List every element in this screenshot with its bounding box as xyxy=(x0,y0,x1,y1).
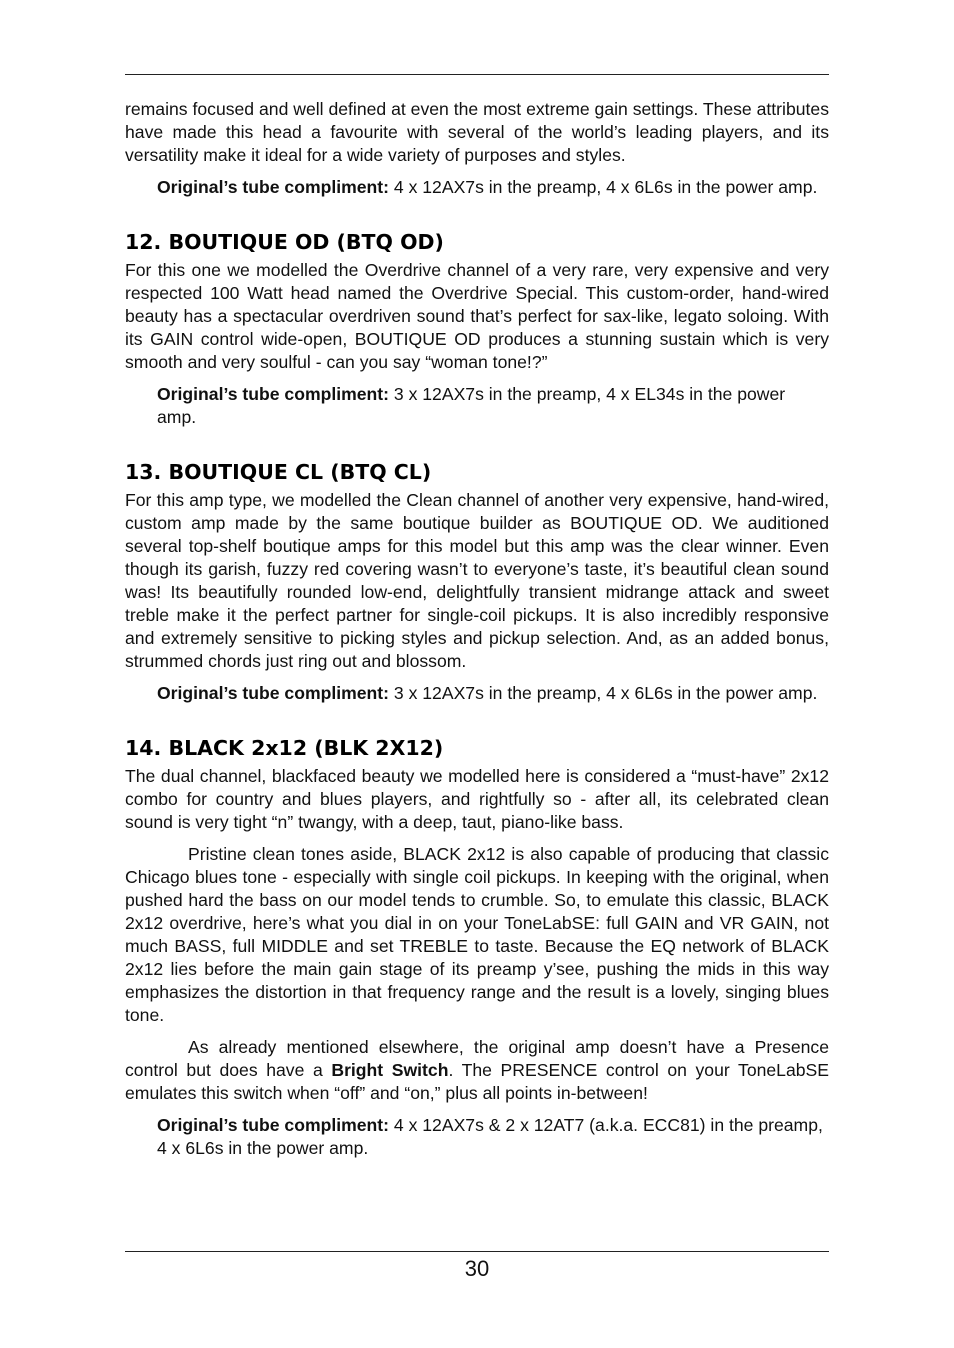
intro-paragraph: remains focused and well defined at even the most extreme gain settings. These attributes have made this head a favourite with several of the world’s leading players, and its versatility make it ideal for a wide variety of purposes and styles. xyxy=(125,99,829,165)
section-heading-13: 13. BOUTIQUE CL (BTQ CL) xyxy=(125,460,432,484)
tube-label: Original’s tube compliment: xyxy=(157,384,390,404)
section-12-tube-note xyxy=(125,383,829,429)
tube-text: 3 x 12AX7s in the preamp, 4 x EL34s in the power amp. xyxy=(157,384,786,427)
section-14-tube-note xyxy=(125,1114,829,1160)
tube-text: 4 x 12AX7s in the preamp, 4 x 6L6s in the power amp. xyxy=(393,177,818,197)
tube-label: Original’s tube compliment: xyxy=(157,683,390,703)
section-heading-12: 12. BOUTIQUE OD (BTQ OD) xyxy=(125,230,444,254)
section-14-paragraph-2: Pristine clean tones aside, BLACK 2x12 is also capable of producing that classic Chicago blues tone - especially with single coil pickups. In keeping with the original, when pushed hard the bass on our model tends to crumble. So, to emulate this classic, BLACK 2x12 overdrive, here’s what you dial in on your ToneLabSE: full GAIN and VR GAIN, not much BASS, full MIDDLE and set TREBLE to taste. Because the EQ network of BLACK 2x12 lies before the main gain stage of its preamp y’see, pushing the mids in this way emphasizes the distortion in that frequency range and the result is a lovely, singing blues tone. xyxy=(125,844,829,1025)
tube-label: Original’s tube compliment: xyxy=(157,1115,390,1135)
section-heading-14: 14. BLACK 2x12 (BLK 2X12) xyxy=(125,736,444,760)
tube-text: 4 x 12AX7s & 2 x 12AT7 (a.k.a. ECC81) in the preamp, 4 x 6L6s in the power amp. xyxy=(157,1115,823,1158)
paragraph-3-pre: As already mentioned elsewhere, the original amp doesn’t have a Presence control but does have a xyxy=(125,1037,829,1080)
tube-label: Original’s tube compliment: xyxy=(157,177,390,197)
footer-rule xyxy=(125,1251,829,1252)
page-number: 30 xyxy=(464,1256,490,1281)
section-13-tube-note xyxy=(125,682,829,705)
tube-text: 3 x 12AX7s in the preamp, 4 x 6L6s in the power amp. xyxy=(393,683,818,703)
page-content xyxy=(125,98,829,1160)
paragraph-3-post: . The PRESENCE control on your ToneLabSE emulates this switch when “off” and “on,” plus all points in-between! xyxy=(125,1060,829,1103)
intro-tube-note xyxy=(125,176,829,199)
section-14-paragraph-1: The dual channel, blackfaced beauty we modelled here is considered a “must-have” 2x12 combo for country and blues players, and rightfully so - after all, its celebrated clean sound is very tight “n” twangy, with a deep, taut, piano-like bass. xyxy=(125,766,829,832)
header-rule xyxy=(125,74,829,75)
section-13-paragraph: For this amp type, we modelled the Clean channel of another very expensive, hand-wired, custom amp made by the same boutique builder as BOUTIQUE OD. We auditioned several top-shelf boutique amps for this model but this amp was the clear winner. Even though its garish, fuzzy red covering wasn’t to everyone’s taste, it’s beautiful clean sound was! Its beautifully rounded low-end, delightfully transient midrange attack and sweet treble make it the perfect partner for single-coil pickups. It is also incredibly responsive and extremely sensitive to picking styles and pickup selection. And, as an added bonus, strummed chords just ring out and blossom. xyxy=(125,490,829,671)
bright-switch-term: Bright Switch xyxy=(331,1060,449,1080)
section-12-paragraph: For this one we modelled the Overdrive channel of a very rare, very expensive and very respected 100 Watt head named the Overdrive Special. This custom-order, hand-wired beauty has a spectacular overdriven sound that’s perfect for sax-like, legato soloing. With its GAIN control wide-open, BOUTIQUE OD produces a stunning sustain which is very smooth and very soulful - can you say “woman tone!?” xyxy=(125,260,829,372)
section-14-paragraph-3 xyxy=(125,1036,829,1105)
